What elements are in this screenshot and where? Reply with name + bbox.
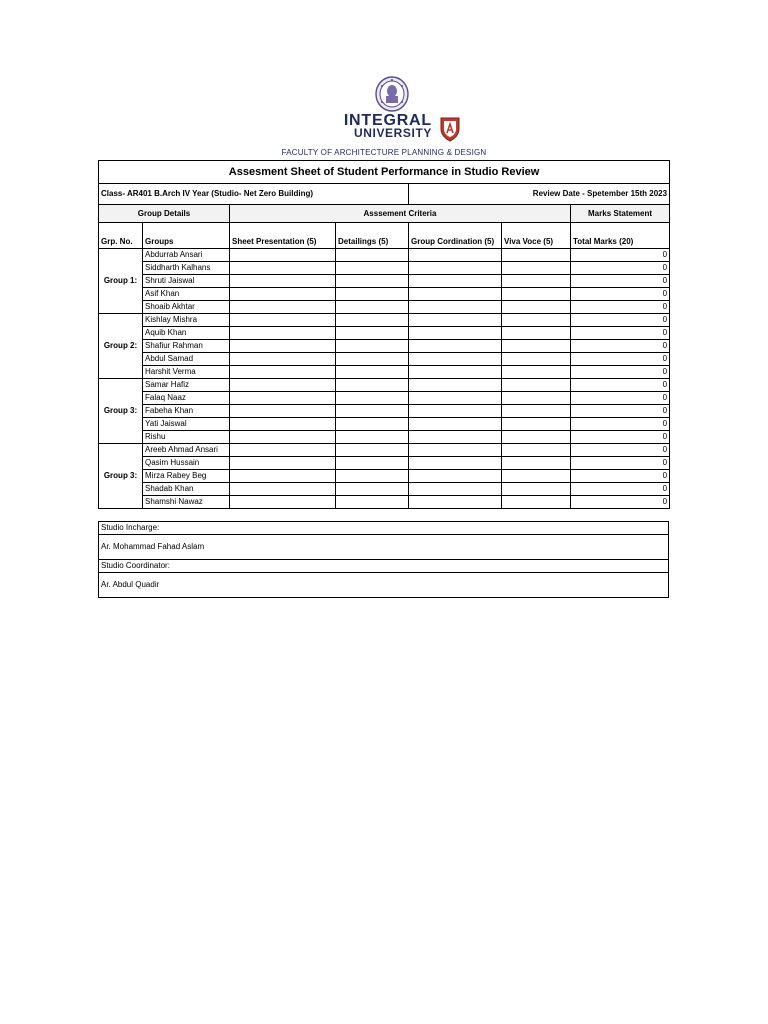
group-label: Group 3: xyxy=(99,379,143,444)
table-row xyxy=(99,262,670,275)
col-group-cordination: Group Cordination (5) xyxy=(409,223,502,249)
table-row xyxy=(99,418,670,431)
total-marks-value: 0 xyxy=(571,314,670,327)
sheet-presentation-score[interactable] xyxy=(230,288,336,301)
title-row xyxy=(99,161,670,184)
total-marks-value: 0 xyxy=(571,379,670,392)
student-name: Kishlay Mishra xyxy=(143,314,230,327)
student-name: Siddharth Kalhans xyxy=(143,262,230,275)
signature-table xyxy=(98,521,669,598)
table-row xyxy=(99,314,670,327)
group-cordination-score[interactable] xyxy=(409,327,502,340)
sheet-presentation-score[interactable] xyxy=(230,418,336,431)
col-viva-voce: Viva Voce (5) xyxy=(502,223,571,249)
student-name: Mirza Rabey Beg xyxy=(143,470,230,483)
class-info: Class- AR401 B.Arch IV Year (Studio- Net Zero Building) xyxy=(99,184,409,205)
table-row xyxy=(99,405,670,418)
total-marks-value: 0 xyxy=(571,301,670,314)
group-cordination-score[interactable] xyxy=(409,379,502,392)
student-name: Shadab Khan xyxy=(143,483,230,496)
detailings-score[interactable] xyxy=(336,496,409,509)
group-cordination-score[interactable] xyxy=(409,275,502,288)
detailings-score[interactable] xyxy=(336,418,409,431)
detailings-score[interactable] xyxy=(336,470,409,483)
viva-voce-score[interactable] xyxy=(502,418,571,431)
viva-voce-score[interactable] xyxy=(502,262,571,275)
detailings-score[interactable] xyxy=(336,444,409,457)
class-info-row xyxy=(99,184,670,205)
detailings-score[interactable] xyxy=(336,483,409,496)
group-cordination-score[interactable] xyxy=(409,496,502,509)
group-cordination-score[interactable] xyxy=(409,483,502,496)
criteria-header: Asssement Criteria xyxy=(230,205,571,223)
viva-voce-score[interactable] xyxy=(502,392,571,405)
sheet-presentation-score[interactable] xyxy=(230,444,336,457)
detailings-score[interactable] xyxy=(336,457,409,470)
total-marks-value: 0 xyxy=(571,496,670,509)
assessment-table xyxy=(98,160,670,509)
sheet-presentation-score[interactable] xyxy=(230,392,336,405)
table-row xyxy=(99,392,670,405)
total-marks-value: 0 xyxy=(571,444,670,457)
total-marks-value: 0 xyxy=(571,483,670,496)
detailings-score[interactable] xyxy=(336,353,409,366)
table-row xyxy=(99,249,670,262)
student-name: Falaq Naaz xyxy=(143,392,230,405)
col-grp-no: Grp. No. xyxy=(99,223,143,249)
studio-incharge-name: Ar. Mohammad Fahad Aslam xyxy=(99,535,669,560)
total-marks-value: 0 xyxy=(571,366,670,379)
total-marks-value: 0 xyxy=(571,327,670,340)
group-label: Group 3: xyxy=(99,444,143,509)
viva-voce-score[interactable] xyxy=(502,457,571,470)
sheet-presentation-score[interactable] xyxy=(230,470,336,483)
detailings-score[interactable] xyxy=(336,275,409,288)
table-row xyxy=(99,327,670,340)
student-name: Abdul Samad xyxy=(143,353,230,366)
sheet-presentation-score[interactable] xyxy=(230,483,336,496)
student-name: Shoaib Akhtar xyxy=(143,301,230,314)
sheet-presentation-score[interactable] xyxy=(230,496,336,509)
sheet-title: Assesment Sheet of Student Performance in Studio Review xyxy=(99,161,670,184)
document-header xyxy=(0,74,768,160)
group-cordination-score[interactable] xyxy=(409,444,502,457)
table-row xyxy=(99,288,670,301)
table-row xyxy=(99,470,670,483)
group-cordination-score[interactable] xyxy=(409,249,502,262)
table-row xyxy=(99,431,670,444)
detailings-score[interactable] xyxy=(336,262,409,275)
studio-coordinator-name: Ar. Abdul Quadir xyxy=(99,573,669,598)
detailings-score[interactable] xyxy=(336,301,409,314)
student-name: Abdurrab Ansari xyxy=(143,249,230,262)
student-name: Qasim Hussain xyxy=(143,457,230,470)
total-marks-value: 0 xyxy=(571,457,670,470)
student-name: Areeb Ahmad Ansari xyxy=(143,444,230,457)
detailings-score[interactable] xyxy=(336,366,409,379)
group-cordination-score[interactable] xyxy=(409,340,502,353)
total-marks-value: 0 xyxy=(571,392,670,405)
viva-voce-score[interactable] xyxy=(502,301,571,314)
sheet-presentation-score[interactable] xyxy=(230,457,336,470)
viva-voce-score[interactable] xyxy=(502,249,571,262)
sheet-presentation-score[interactable] xyxy=(230,431,336,444)
table-row xyxy=(99,340,670,353)
student-name: Asif Khan xyxy=(143,288,230,301)
sheet-presentation-score[interactable] xyxy=(230,275,336,288)
sheet-presentation-score[interactable] xyxy=(230,327,336,340)
detailings-score[interactable] xyxy=(336,392,409,405)
sheet-presentation-score[interactable] xyxy=(230,353,336,366)
detailings-score[interactable] xyxy=(336,249,409,262)
total-marks-value: 0 xyxy=(571,353,670,366)
total-marks-value: 0 xyxy=(571,340,670,353)
group-cordination-score[interactable] xyxy=(409,470,502,483)
studio-incharge-label: Studio Incharge: xyxy=(99,522,669,535)
group-details-header: Group Details xyxy=(99,205,230,223)
student-name: Rishu xyxy=(143,431,230,444)
viva-voce-score[interactable] xyxy=(502,288,571,301)
col-total-marks: Total Marks (20) xyxy=(571,223,670,249)
group-cordination-score[interactable] xyxy=(409,431,502,444)
wordmark-line-1: INTEGRAL xyxy=(343,112,432,129)
table-row xyxy=(99,379,670,392)
marks-statement-header: Marks Statement xyxy=(571,205,670,223)
section-header-row xyxy=(99,205,670,223)
total-marks-value: 0 xyxy=(571,431,670,444)
group-label: Group 2: xyxy=(99,314,143,379)
detailings-score[interactable] xyxy=(336,288,409,301)
group-cordination-score[interactable] xyxy=(409,457,502,470)
student-name: Harshit Verma xyxy=(143,366,230,379)
student-name: Fabeha Khan xyxy=(143,405,230,418)
student-name: Aquib Khan xyxy=(143,327,230,340)
total-marks-value: 0 xyxy=(571,262,670,275)
viva-voce-score[interactable] xyxy=(502,314,571,327)
viva-voce-score[interactable] xyxy=(502,353,571,366)
total-marks-value: 0 xyxy=(571,288,670,301)
sheet-presentation-score[interactable] xyxy=(230,405,336,418)
student-name: Shruti Jaiswal xyxy=(143,275,230,288)
viva-voce-score[interactable] xyxy=(502,496,571,509)
detailings-score[interactable] xyxy=(336,379,409,392)
student-name: Shamshi Nawaz xyxy=(143,496,230,509)
col-groups: Groups xyxy=(143,223,230,249)
total-marks-value: 0 xyxy=(571,249,670,262)
studio-coordinator-label: Studio Coordinator: xyxy=(99,560,669,573)
col-sheet-presentation: Sheet Presentation (5) xyxy=(230,223,336,249)
university-wordmark xyxy=(320,112,432,140)
university-shield-icon xyxy=(439,116,461,142)
table-row xyxy=(99,496,670,509)
viva-voce-score[interactable] xyxy=(502,444,571,457)
group-cordination-score[interactable] xyxy=(409,301,502,314)
total-marks-value: 0 xyxy=(571,418,670,431)
table-row xyxy=(99,444,670,457)
viva-voce-score[interactable] xyxy=(502,379,571,392)
group-cordination-score[interactable] xyxy=(409,366,502,379)
detailings-score[interactable] xyxy=(336,314,409,327)
detailings-score[interactable] xyxy=(336,405,409,418)
sheet-presentation-score[interactable] xyxy=(230,301,336,314)
group-cordination-score[interactable] xyxy=(409,288,502,301)
group-label: Group 1: xyxy=(99,249,143,314)
table-row xyxy=(99,366,670,379)
table-row xyxy=(99,457,670,470)
group-cordination-score[interactable] xyxy=(409,262,502,275)
viva-voce-score[interactable] xyxy=(502,275,571,288)
total-marks-value: 0 xyxy=(571,275,670,288)
column-header-row xyxy=(99,223,670,249)
student-name: Shafiur Rahman xyxy=(143,340,230,353)
viva-voce-score[interactable] xyxy=(502,366,571,379)
sheet-presentation-score[interactable] xyxy=(230,314,336,327)
table-row xyxy=(99,353,670,366)
detailings-score[interactable] xyxy=(336,340,409,353)
viva-voce-score[interactable] xyxy=(502,340,571,353)
viva-voce-score[interactable] xyxy=(502,327,571,340)
review-date: Review Date - Spetember 15th 2023 xyxy=(409,184,670,205)
table-row xyxy=(99,275,670,288)
sheet-presentation-score[interactable] xyxy=(230,262,336,275)
table-row xyxy=(99,301,670,314)
viva-voce-score[interactable] xyxy=(502,431,571,444)
viva-voce-score[interactable] xyxy=(502,483,571,496)
detailings-score[interactable] xyxy=(336,431,409,444)
wordmark-line-2: UNIVERSITY xyxy=(353,126,432,140)
student-name: Samar Hafiz xyxy=(143,379,230,392)
group-cordination-score[interactable] xyxy=(409,418,502,431)
table-row xyxy=(99,483,670,496)
viva-voce-score[interactable] xyxy=(502,405,571,418)
group-cordination-score[interactable] xyxy=(409,353,502,366)
group-cordination-score[interactable] xyxy=(409,405,502,418)
sheet-presentation-score[interactable] xyxy=(230,379,336,392)
sheet-presentation-score[interactable] xyxy=(230,340,336,353)
sheet-presentation-score[interactable] xyxy=(230,249,336,262)
faculty-name: FACULTY OF ARCHITECTURE PLANNING & DESIGN xyxy=(281,148,487,157)
total-marks-value: 0 xyxy=(571,470,670,483)
university-seal-icon xyxy=(375,76,409,112)
viva-voce-score[interactable] xyxy=(502,470,571,483)
total-marks-value: 0 xyxy=(571,405,670,418)
student-name: Yati Jaiswal xyxy=(143,418,230,431)
detailings-score[interactable] xyxy=(336,327,409,340)
sheet-presentation-score[interactable] xyxy=(230,366,336,379)
group-cordination-score[interactable] xyxy=(409,392,502,405)
group-cordination-score[interactable] xyxy=(409,314,502,327)
col-detailings: Detailings (5) xyxy=(336,223,409,249)
